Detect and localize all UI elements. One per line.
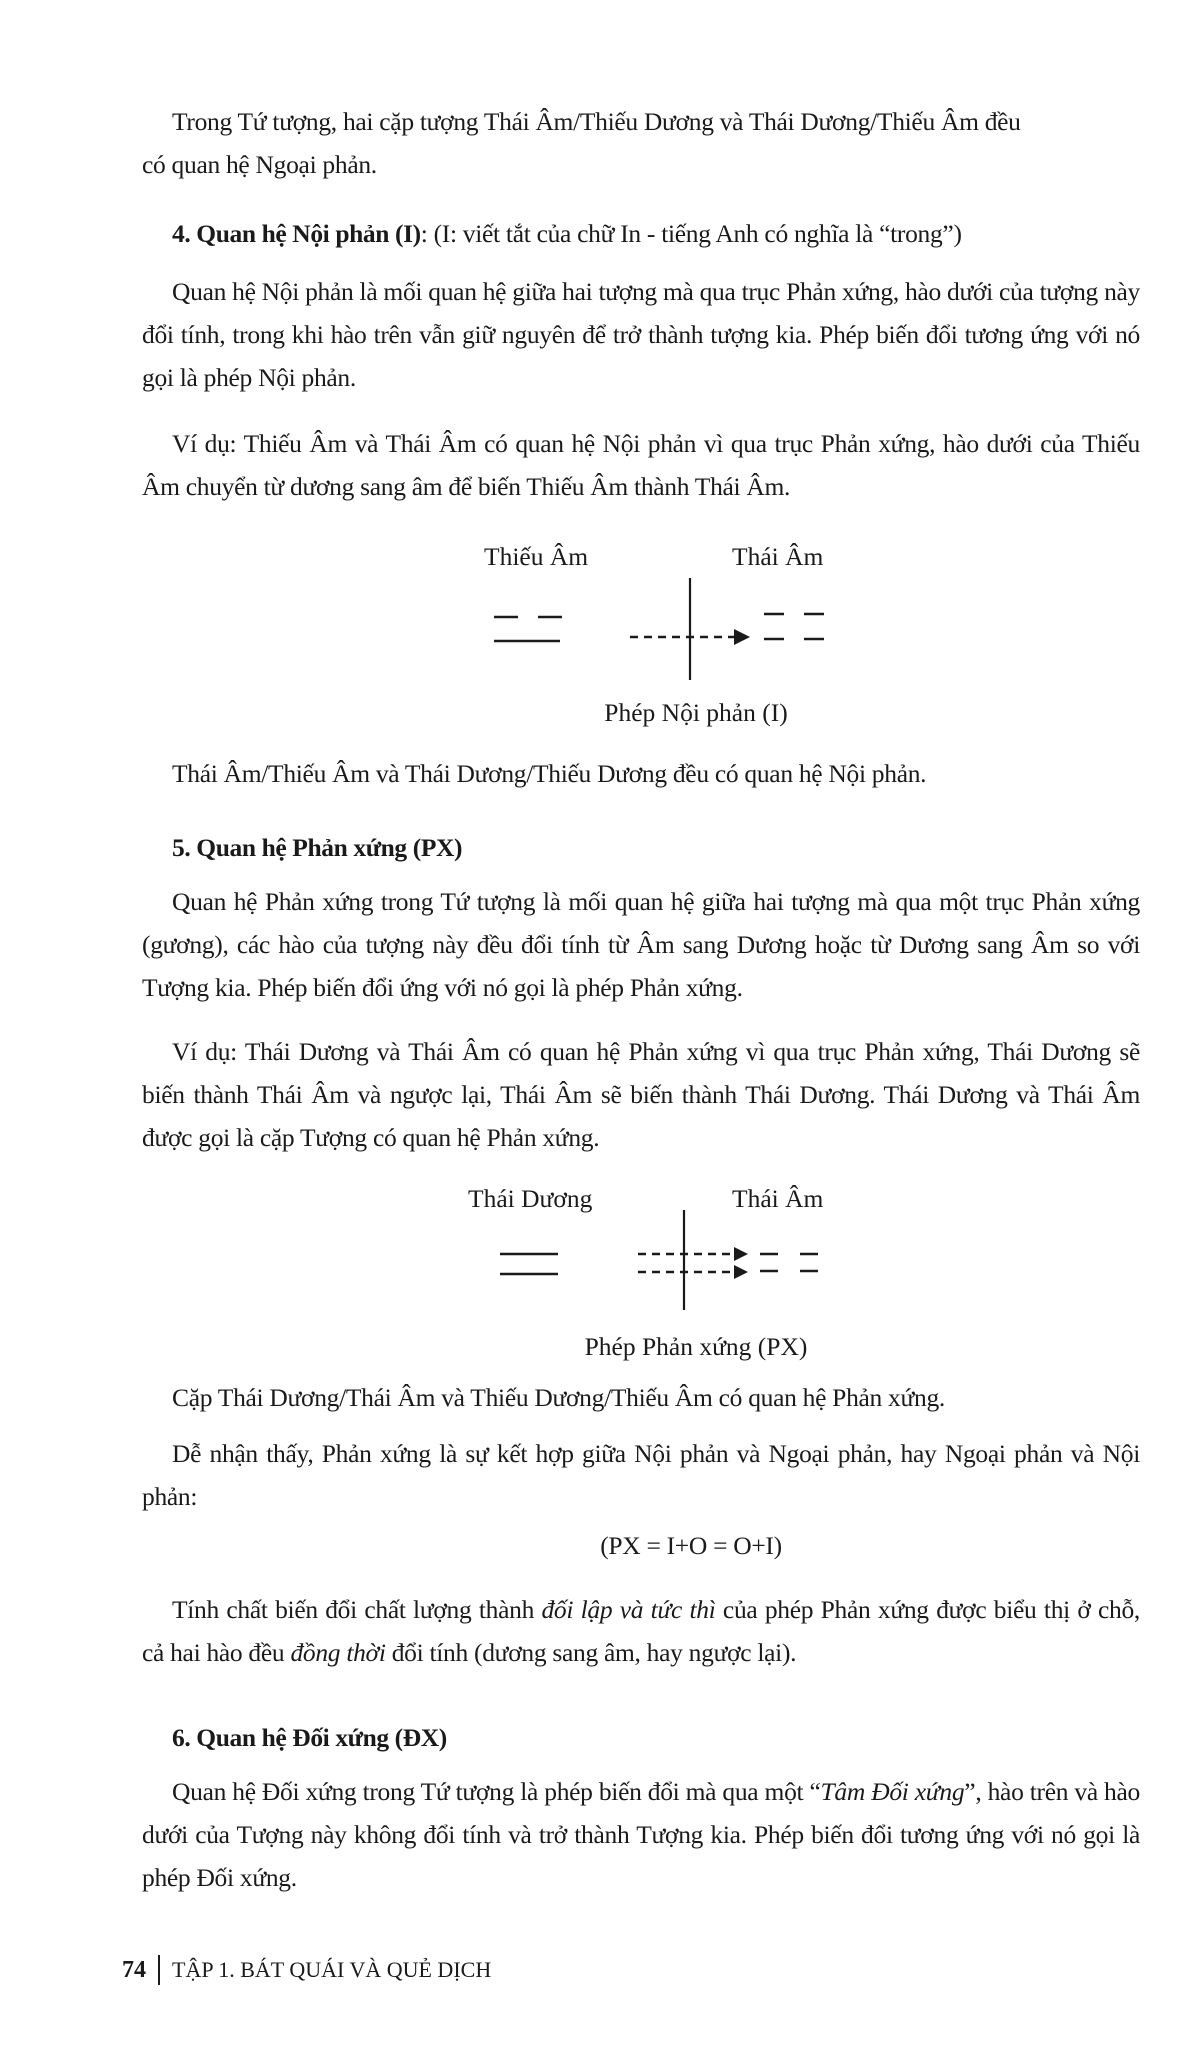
section-5-title: 5. Quan hệ Phản xứng (PX) <box>172 833 463 862</box>
section-6-title: 6. Quan hệ Đối xứng (ĐX) <box>172 1723 447 1752</box>
section-6-text-1 <box>142 1770 1140 1899</box>
page-number: 74 <box>122 1956 146 1983</box>
section-5-text-3: Cặp Thái Dương/Thái Âm và Thiếu Dương/Thiếu Âm có quan hệ Phản xứng. <box>172 1383 946 1412</box>
formula-text: (PX = I+O = O+I) <box>600 1531 782 1560</box>
diagram-right-label: Thái Âm <box>732 542 824 571</box>
diagram-noi-phan <box>172 530 1140 730</box>
section-5-paragraph-2 <box>142 1030 1140 1159</box>
section-5-heading <box>172 826 1140 869</box>
page-footer <box>122 1955 491 1985</box>
section-4-text-2: Ví dụ: Thiếu Âm và Thái Âm có quan hệ Nội phản vì qua trục Phản xứng, hào dưới của Thiếu Âm chuyển từ dương sang âm để biến Thiếu Âm thành Thái Âm. <box>142 429 1140 501</box>
emphasis-text: đối lập và tức thì <box>541 1595 716 1624</box>
diagram-left-label: Thiếu Âm <box>484 542 589 571</box>
diagram-caption: Phép Phản xứng (PX) <box>584 1332 808 1361</box>
section-5-paragraph-4 <box>142 1432 1140 1518</box>
emphasis-text: đồng thời <box>290 1638 386 1667</box>
section-5-paragraph-5 <box>142 1588 1140 1674</box>
intro-line-1: Trong Tứ tượng, hai cặp tượng Thái Âm/Thiếu Dương và Thái Dương/Thiếu Âm đều <box>172 107 1021 136</box>
intro-line-2: có quan hệ Ngoại phản. <box>142 150 377 179</box>
formula <box>172 1524 1140 1567</box>
diagram-left-label: Thái Dương <box>468 1184 593 1213</box>
text-span: ”, hào trên và hào dưới của Tượng này không đổi tính và trở thành Tượng kia. Phép biến đổi tương ứng với nó gọi là phép Đối xứng. <box>142 1777 1140 1892</box>
section-5-text-2: Ví dụ: Thái Dương và Thái Âm có quan hệ Phản xứng vì qua trục Phản xứng, Thái Dương sẽ biến thành Thái Âm và ngược lại, Thái Âm sẽ biến thành Thái Dương. Thái Dương và Thái Âm được gọi là cặp Tượng có quan hệ Phản xứng. <box>142 1037 1140 1152</box>
intro-paragraph <box>142 100 1140 186</box>
section-5-text-4: Dễ nhận thấy, Phản xứng là sự kết hợp giữa Nội phản và Ngoại phản, hay Ngoại phản và Nội phản: <box>142 1439 1140 1511</box>
section-4-text-3: Thái Âm/Thiếu Âm và Thái Dương/Thiếu Dương đều có quan hệ Nội phản. <box>172 759 927 788</box>
section-4-paragraph-3 <box>172 752 1140 795</box>
section-6-heading <box>172 1716 1140 1759</box>
diagram-right-label: Thái Âm <box>732 1184 824 1213</box>
section-5-paragraph-3 <box>142 1376 1140 1419</box>
diagram-caption: Phép Nội phản (I) <box>604 698 788 727</box>
section-4-heading <box>172 212 1140 255</box>
section-6-paragraph-1 <box>142 1770 1140 1899</box>
running-title: TẬP 1. BÁT QUÁI VÀ QUẺ DỊCH <box>172 1957 492 1982</box>
section-4-paragraph-1 <box>142 270 1140 399</box>
text-span: đổi tính (dương sang âm, hay ngược lại). <box>385 1638 797 1667</box>
section-5-text-1: Quan hệ Phản xứng trong Tứ tượng là mối quan hệ giữa hai tượng mà qua một trục Phản xứng (gương), các hào của tượng này đều đổi tính từ Âm sang Dương hoặc từ Dương sang Âm so với Tượng kia. Phép biến đổi ứng với nó gọi là phép Phản xứng. <box>142 887 1140 1002</box>
footer-divider <box>158 1955 160 1985</box>
section-5-text-5 <box>142 1588 1140 1674</box>
text-span: Quan hệ Đối xứng trong Tứ tượng là phép biến đổi mà qua một “ <box>172 1777 821 1806</box>
section-4-text-1: Quan hệ Nội phản là mối quan hệ giữa hai tượng mà qua trục Phản xứng, hào dưới của tượng này đổi tính, trong khi hào trên vẫn giữ nguyên để trở thành tượng kia. Phép biến đổi tương ứng với nó gọi là phép Nội phản. <box>142 277 1140 392</box>
noi-phan-transform-icon <box>472 570 832 690</box>
text-span: của phép Phản xứng được biểu thị ở chỗ, cả hai hào đều <box>142 1595 1141 1667</box>
diagram-phan-xung <box>172 1172 1140 1372</box>
text-span: Tính chất biến đổi chất lượng thành <box>172 1595 542 1624</box>
section-5-paragraph-1 <box>142 880 1140 1009</box>
emphasis-text: Tâm Đối xứng <box>820 1777 965 1806</box>
phan-xung-transform-icon <box>472 1210 832 1320</box>
section-4-subtitle: : (I: viết tắt của chữ In - tiếng Anh có nghĩa là “trong”) <box>420 219 962 248</box>
section-4-title: 4. Quan hệ Nội phản (I) <box>172 219 421 248</box>
section-4-paragraph-2 <box>142 422 1140 508</box>
